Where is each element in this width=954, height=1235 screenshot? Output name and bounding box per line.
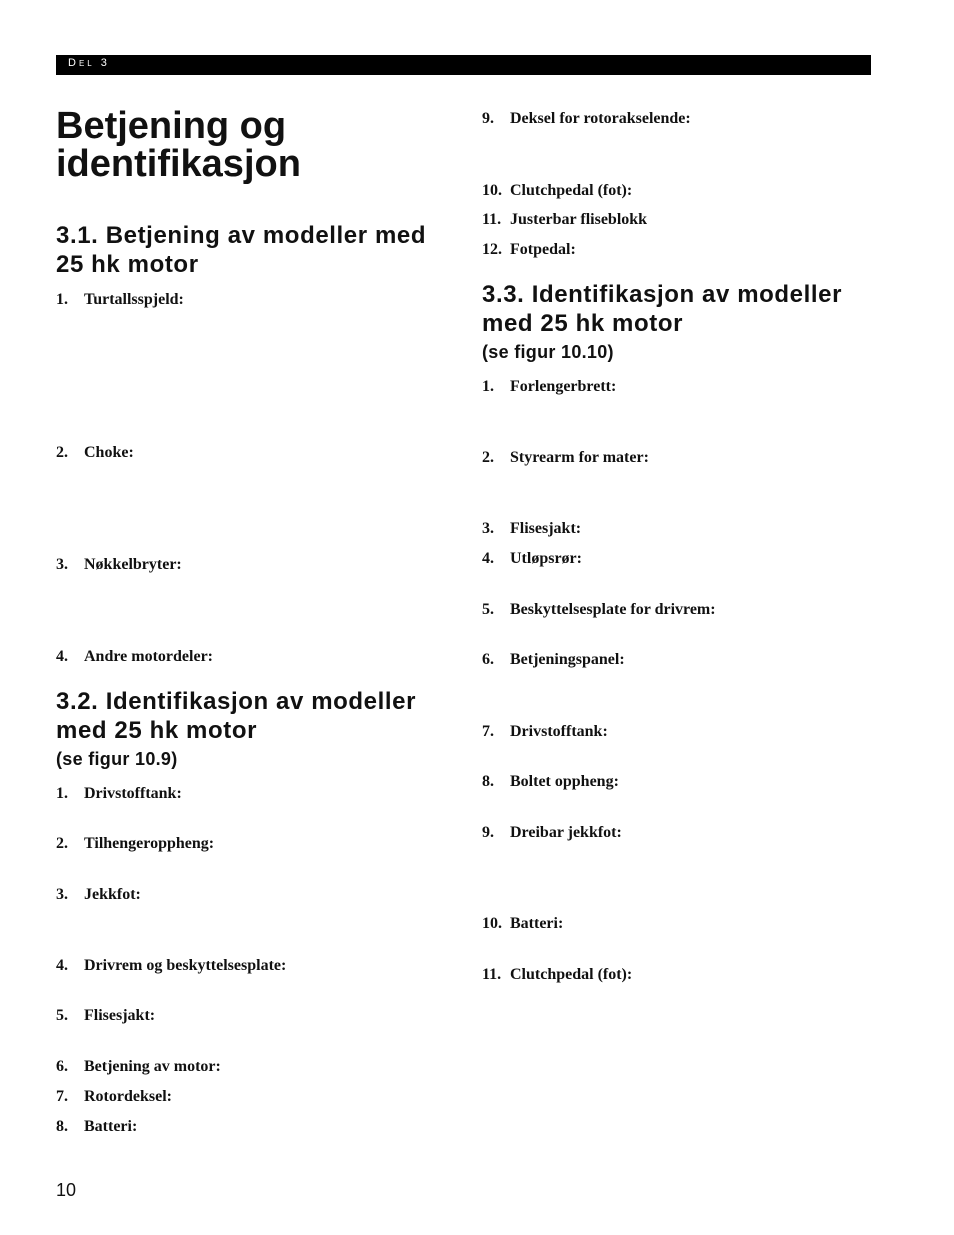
list-item: 2. Styrearm for mater: <box>482 449 649 466</box>
section-3-3-heading: 3.3. Identifikasjon av modeller med 25 hk motor <box>482 281 843 337</box>
list-item: 1. Turtallsspjeld: <box>56 291 184 308</box>
section-3-3-subheading: (se figur 10.10) <box>482 342 614 362</box>
list-item: 4. Andre motordeler: <box>56 648 213 665</box>
list-item: 7. Drivstofftank: <box>482 723 608 740</box>
section-3-2-subheading: (se figur 10.9) <box>56 749 178 769</box>
list-item: 10. Clutchpedal (fot): <box>482 182 633 199</box>
section-3-2-heading: 3.2. Identifikasjon av modeller med 25 hk motor <box>56 688 417 744</box>
list-item: 10. Batteri: <box>482 915 564 932</box>
list-item: 6. Betjeningspanel: <box>482 651 625 668</box>
list-item: 5. Flisesjakt: <box>56 1007 156 1024</box>
list-item: 9. Dreibar jekkfot: <box>482 824 622 841</box>
section-3-1-heading: 3.1. Betjening av modeller med 25 hk motor <box>56 222 427 278</box>
section-label: Del 3 <box>68 57 110 69</box>
list-item: 3. Nøkkelbryter: <box>56 556 182 573</box>
section-header-bar <box>56 55 871 75</box>
list-item: 2. Tilhengeroppheng: <box>56 835 215 852</box>
list-item: 8. Batteri: <box>56 1118 138 1135</box>
list-item: 1. Drivstofftank: <box>56 785 182 802</box>
page-title: Betjening og identifikasjon <box>56 105 301 185</box>
list-item: 11. Justerbar fliseblokk <box>482 211 648 228</box>
list-item: 8. Boltet oppheng: <box>482 773 619 790</box>
list-item: 11. Clutchpedal (fot): <box>482 966 633 983</box>
list-item: 4. Utløpsrør: <box>482 550 582 567</box>
list-item: 3. Jekkfot: <box>56 886 141 903</box>
list-item: 12. Fotpedal: <box>482 241 576 258</box>
list-item: 5. Beskyttelsesplate for drivrem: <box>482 601 716 618</box>
list-item: 7. Rotordeksel: <box>56 1088 172 1105</box>
list-item: 9. Deksel for rotorakselende: <box>482 110 691 127</box>
list-item: 2. Choke: <box>56 444 134 461</box>
list-item: 6. Betjening av motor: <box>56 1058 221 1075</box>
list-item: 1. Forlengerbrett: <box>482 378 617 395</box>
list-item: 4. Drivrem og beskyttelsesplate: <box>56 957 287 974</box>
list-item: 3. Flisesjakt: <box>482 520 582 537</box>
page-number: 10 <box>56 1180 77 1200</box>
